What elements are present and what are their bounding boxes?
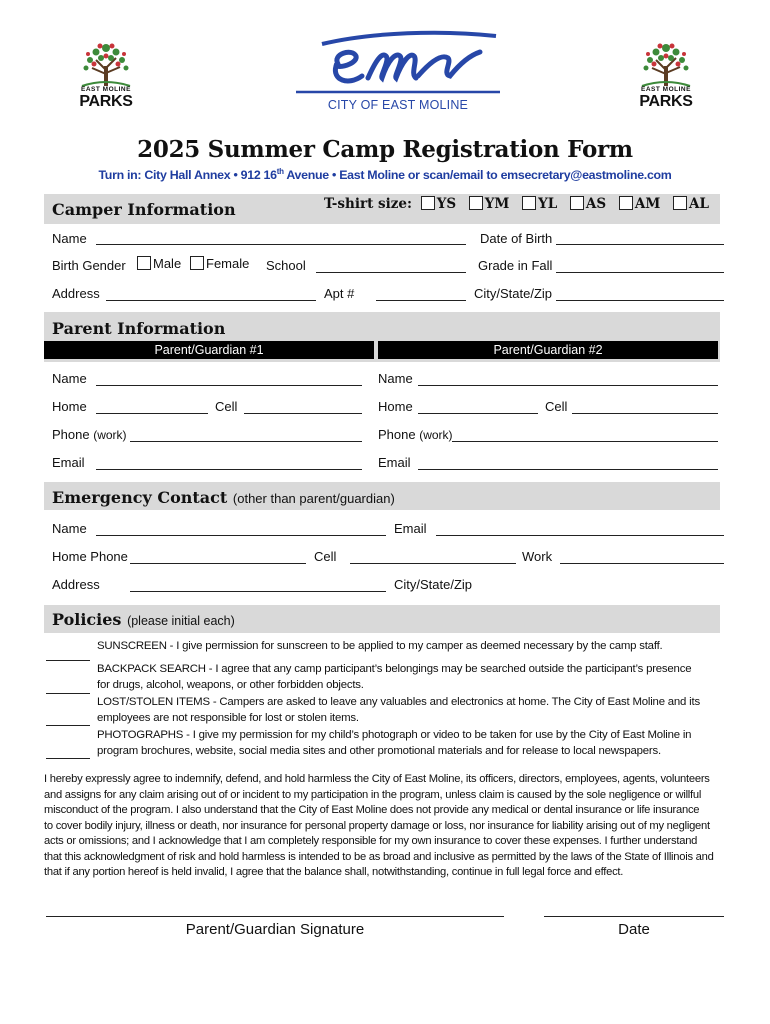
- parks-logo-caption-top: EAST MOLINE: [81, 86, 131, 93]
- camper-section-title: Camper Information: [52, 200, 236, 219]
- policies-section-heading: [52, 610, 235, 629]
- checkbox[interactable]: [190, 256, 204, 270]
- parent-2-home-field[interactable]: [418, 413, 538, 414]
- parent-2-cell-label: Cell: [545, 399, 568, 414]
- camper-csz-label: City/State/Zip: [474, 286, 553, 301]
- tree-icon: [74, 40, 138, 88]
- parent-2-name-field[interactable]: [418, 385, 718, 386]
- initial-field-sunscreen[interactable]: [46, 660, 90, 661]
- signature-field[interactable]: [46, 916, 504, 917]
- parent-1-cell-label: Cell: [215, 399, 238, 414]
- gender-female-option[interactable]: Female: [190, 256, 249, 271]
- parks-logo-caption-top: EAST MOLINE: [641, 86, 691, 93]
- tshirt-option-yl[interactable]: YL: [522, 196, 557, 212]
- camper-name-label: Name: [52, 231, 87, 246]
- city-name: CITY OF EAST MOLINE: [327, 98, 469, 112]
- emergency-name-field[interactable]: [96, 535, 386, 536]
- emergency-cell-label: Cell: [314, 549, 337, 564]
- camper-csz-field[interactable]: [556, 300, 724, 301]
- emergency-home-phone-field[interactable]: [130, 563, 306, 564]
- parent-1-home-field[interactable]: [96, 413, 208, 414]
- parent-2-header: Parent/Guardian #2: [378, 341, 718, 359]
- emergency-email-label: Email: [394, 521, 427, 536]
- parent-1-name-label: Name: [52, 371, 87, 386]
- school-field[interactable]: [316, 272, 466, 273]
- parent-section-title: Parent Information: [52, 319, 226, 338]
- emergency-work-field[interactable]: [560, 563, 724, 564]
- apt-field[interactable]: [376, 300, 466, 301]
- camper-dob-label: Date of Birth: [480, 231, 553, 246]
- date-label: Date: [618, 921, 650, 938]
- grade-field[interactable]: [556, 272, 724, 273]
- checkbox[interactable]: [673, 196, 687, 210]
- checkbox[interactable]: [421, 196, 435, 210]
- checkbox[interactable]: [469, 196, 483, 210]
- tshirt-option-am[interactable]: AM: [619, 196, 660, 212]
- parent-1-email-field[interactable]: [96, 469, 362, 470]
- initial-field-lost-stolen[interactable]: [46, 725, 90, 726]
- parent-2-phone-work-label: Phone (work): [378, 427, 453, 442]
- gender-male-option[interactable]: Male: [137, 256, 181, 271]
- tshirt-size-group: [324, 196, 709, 212]
- date-field[interactable]: [544, 916, 724, 917]
- emergency-section-heading: [52, 488, 395, 507]
- emergency-address-field[interactable]: [130, 591, 386, 592]
- initial-field-photographs[interactable]: [46, 758, 90, 759]
- parks-logo-caption-bottom: PARKS: [639, 93, 693, 110]
- camper-address-label: Address: [52, 286, 100, 301]
- emergency-name-label: Name: [52, 521, 87, 536]
- policies-section-subtitle: (please initial each): [127, 614, 235, 628]
- parent-1-email-label: Email: [52, 455, 85, 470]
- apt-label: Apt #: [324, 286, 355, 301]
- signature-label: Parent/Guardian Signature: [185, 921, 365, 938]
- parent-2-cell-field[interactable]: [572, 413, 718, 414]
- emergency-email-field[interactable]: [436, 535, 724, 536]
- camper-name-field[interactable]: [96, 244, 466, 245]
- emergency-csz-label: City/State/Zip: [394, 577, 473, 592]
- tshirt-size-label: T-shirt size:: [324, 196, 412, 212]
- parent-2-phone-work-field[interactable]: [452, 441, 718, 442]
- city-logo: [292, 30, 504, 116]
- parent-1-cell-field[interactable]: [244, 413, 362, 414]
- parent-2-name-label: Name: [378, 371, 413, 386]
- emergency-cell-field[interactable]: [350, 563, 516, 564]
- parks-logo-left: [74, 40, 138, 116]
- initial-field-backpack[interactable]: [46, 693, 90, 694]
- tshirt-option-ys[interactable]: YS: [421, 196, 456, 212]
- parent-2-email-label: Email: [378, 455, 411, 470]
- tshirt-option-as[interactable]: AS: [570, 196, 606, 212]
- policy-sunscreen: SUNSCREEN - I give permission for sunscreen to be applied to my camper as deemed necessary by the camp staff.: [97, 640, 663, 652]
- emergency-home-phone-label: Home Phone: [52, 549, 128, 564]
- checkbox[interactable]: [522, 196, 536, 210]
- camper-dob-field[interactable]: [556, 244, 724, 245]
- school-label: School: [266, 258, 306, 273]
- emergency-address-label: Address: [52, 577, 100, 592]
- parent-1-phone-work-label: Phone (work): [52, 427, 127, 442]
- checkbox[interactable]: [619, 196, 633, 210]
- tshirt-option-al[interactable]: AL: [673, 196, 709, 212]
- parent-1-name-field[interactable]: [96, 385, 362, 386]
- checkbox[interactable]: [570, 196, 584, 210]
- parent-2-home-label: Home: [378, 399, 413, 414]
- parent-2-email-field[interactable]: [418, 469, 718, 470]
- emergency-work-label: Work: [522, 549, 553, 564]
- birth-gender-label: Birth Gender: [52, 258, 126, 273]
- policy-photographs: PHOTOGRAPHS - I give my permission for my child’s photograph or video to be taken for use by the City of East Moline in program brochures, website, social media sites and other promotional materials and for release to local newspapers.: [97, 729, 692, 757]
- turn-in-instructions: Turn in: City Hall Annex • 912 16th Avenue • East Moline or scan/email to emsecretary@eastmoline.com: [98, 167, 672, 183]
- policy-lost-stolen: LOST/STOLEN ITEMS - Campers are asked to leave any valuables and electronics at home. The City of East Moline and its employees are not responsible for lost or stolen items.: [97, 696, 700, 724]
- policy-backpack-search: BACKPACK SEARCH - I agree that any camp participant’s belongings may be searched outside the participant’s presence for drugs, alcohol, weapons, or other forbidden objects.: [97, 663, 692, 691]
- emergency-section-title: Emergency Contact: [52, 488, 228, 507]
- parks-logo-caption-bottom: PARKS: [79, 93, 133, 110]
- policies-section-title: Policies: [52, 610, 122, 629]
- page-title: 2025 Summer Camp Registration Form: [137, 136, 633, 163]
- parent-1-header: Parent/Guardian #1: [44, 341, 374, 359]
- parent-1-phone-work-field[interactable]: [130, 441, 362, 442]
- em-wordmark-icon: [292, 30, 504, 98]
- grade-label: Grade in Fall: [478, 258, 553, 273]
- waiver-paragraph: I hereby expressly agree to indemnify, defend, and hold harmless the City of East Moline, its officers, directors, employees, agents, volunteers and assigns for any claim arising out of or incident to my participation in the program, unless claim is caused by the sole negligence or willful misconduct of the program. I also understand that the City of East Moline does not provide any medical or dental insurance or life insurance to cover bodily injury, illness or death, nor insurance for personal property damage or loss, nor insurance for liability arising out of my negligent acts or omissions; and I acknowledge that I am completely responsible for my own insurance to cover these expenses. I further understand that this acknowledgment of risk and hold harmless is intended to be as broad and inclusive as permitted by the laws of the State of Illinois and that if any portion hereof is held invalid, I agree that the balance shall, notwithstanding, continue in full legal force and effect.: [44, 773, 714, 878]
- tshirt-option-ym[interactable]: YM: [469, 196, 510, 212]
- camper-address-field[interactable]: [106, 300, 316, 301]
- tree-icon: [634, 40, 698, 88]
- emergency-section-subtitle: (other than parent/guardian): [232, 491, 395, 506]
- parks-logo-right: [634, 40, 698, 116]
- checkbox[interactable]: [137, 256, 151, 270]
- parent-1-home-label: Home: [52, 399, 87, 414]
